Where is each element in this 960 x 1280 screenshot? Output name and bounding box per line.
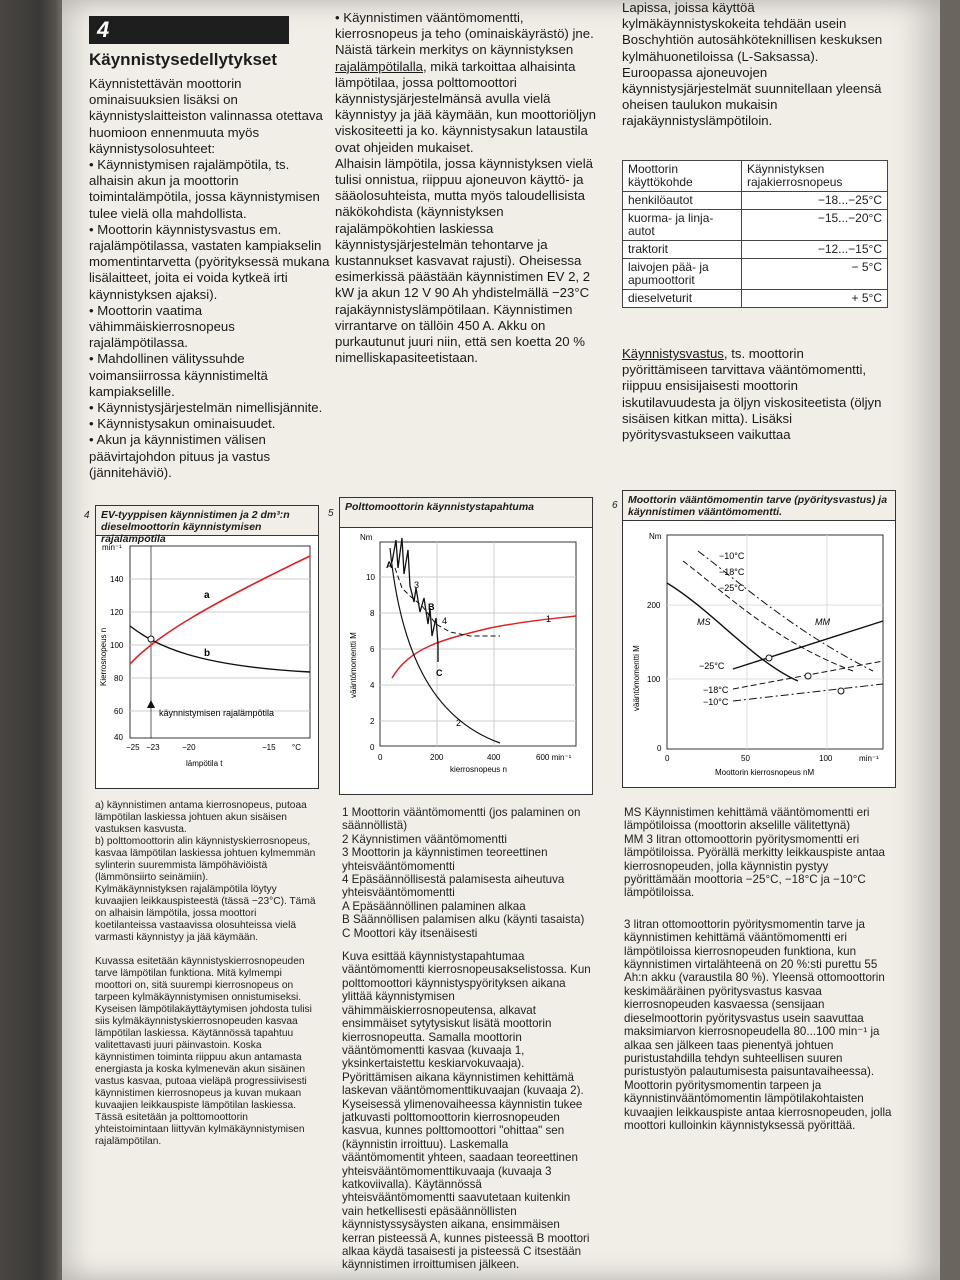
figure-6 [622, 490, 896, 788]
legend-item: C Moottori käy itsenäisesti [342, 926, 478, 940]
point-label: C [436, 668, 443, 678]
curve-label: −25°C [719, 583, 745, 593]
legend-item: 1 Moottorin vääntömomentti (jos palaminen on säännöllistä) [342, 806, 581, 833]
bullet-item: • Käynnistysjärjestelmän nimellisjännite. [89, 400, 323, 416]
y-tick: 40 [114, 733, 123, 742]
column-3 [622, 0, 890, 130]
figure-title: Polttomoottorin käynnistystapahtuma [340, 498, 592, 528]
y-tick: 120 [110, 608, 124, 617]
legend-item: A Epäsäännöllinen palaminen alkaa [342, 899, 526, 913]
caption-paragraph: a) käynnistimen antama kierrosnopeus, putoaa lämpötilan laskiessa johtuen akun sisäisen vastuksen kasvusta. [95, 800, 307, 835]
table-cell: dieselveturit [623, 290, 742, 308]
x-axis-label: lämpötila t [186, 759, 223, 768]
x-tick: −15 [262, 743, 276, 752]
y-tick: 6 [370, 645, 375, 654]
point-label: B [428, 602, 435, 612]
table-header-row [623, 161, 888, 192]
curve-label: −18°C [719, 567, 745, 577]
table-cell: traktorit [623, 241, 742, 259]
section-title: Käynnistysedellytykset [89, 50, 278, 69]
bullet-item: • Käynnistymisen rajalämpötila, ts. alhaisin akun ja moottorin toimintalämpötila, jossa käynnistymisen tulee vielä olla mahdollista. [89, 157, 320, 221]
paragraph: Alhaisin lämpötila, jossa käynnistyksen vielä tulisi onnistua, riippuu ajoneuvon käyttö- ja sääolosuhteista, mutta myös taloudellisista näkökohdista (käynnistyksen rajalämpökohtien laskiessa käynnistysjärjestelmän tehontarve ja kustannukset kasvavat rajusti). Oheisessa esimerkissä päästään käynnistimen EV 2, 2 kW ja akun 12 V 90 Ah yhdistelmällä −23°C rajakäynnistyslämpötilaan. Käynnistimen virrantarve on tällöin 450 A. Akku on purkautunut juuri niin, että sen koetta 20 % nimelliskapasiteetistaan. [335, 155, 594, 366]
y-tick: 140 [110, 575, 124, 584]
table-cell: kuorma- ja linja-autot [623, 210, 742, 241]
y-tick: 100 [110, 641, 124, 650]
y-tick: 2 [370, 717, 375, 726]
curve-label: −25°C [699, 661, 725, 671]
intersection-point [148, 636, 154, 642]
intersection-point [805, 673, 811, 679]
bullet-item: • Akun ja käynnistimen välisen päävirtajohdon pituus ja vastus (jännitehäviö). [89, 432, 271, 480]
paragraph [622, 346, 890, 443]
y-unit: min⁻¹ [102, 543, 122, 552]
y-tick: 0 [370, 743, 375, 752]
curve-label: −10°C [703, 697, 729, 707]
column-3-lower [622, 346, 890, 443]
legend-item: MS Käynnistimen kehittämä vääntömomentti eri lämpötiloissa (moottorin akselille välitettynä) [624, 806, 870, 833]
x-tick: 600 min⁻¹ [536, 753, 572, 762]
caption-paragraph: b) polttomoottorin alin käynnistyskierrosnopeus, kasvaa lämpötilan laskiessa johtuen kylmemmän sylinterin suuremmista lämpöhäviöistä (lämmönsiirto seinämiin). [95, 836, 316, 883]
intro-paragraph: Käynnistettävän moottorin ominaisuuksien lisäksi on käynnistyslaitteiston valinnassa otettava huomioon ennenmuuta myös käynnistysolosuhteet: [89, 76, 323, 156]
caption-paragraph: Kuva esittää käynnistystapahtumaa vääntömomentti kierrosnopeusakselistossa. Kun polttomoottori käynnistyspyörityksen aikana ylittää käynnistymisen vähimmäiskierrosnopeutensa, alkavat ensimmäiset sytytysiskut lisätä moottorin kierrosnopeutta. Samalla moottorin vääntömomentti kasvaa (kuvaaja 1, yksinkertaistettu keskiarvokuvaaja). Pyörittämisen aikana käynnistimen kehittämä laskevan vääntömomenttikuvaajan (kuvaaja 2). Kyseisessä ylimenovaiheessa käynnistin tukee jatkuvasti polttomoottorin kierrosnopeuden kasvua, kunnes polttomoottori "ohittaa" sen (käynnistin irroittuu). Laskemalla vääntömomentit yhteen, saadaan teoreettinen yhteisvääntömomenttikuvaaja (kuvaaja 3 katkoviivalla). Käytännössä yhteisvääntömomentti saavutetaan kuitenkin vain hetkellisesti epäsäännöllisten käynnistyssysäysten aikana, ensimmäisen kerran pisteessä A, kunnes pisteessä B moottori alkaa käydä tasaisesti ja pisteessä C itsestään käynnistimen irroittumisen jälkeen. [342, 950, 591, 1272]
paragraph: Lapissa, joissa käyttöä kylmäkäynnistyskokeita tehdään usein Boschyhtiön autosähköteknillisen keskuksen kylmähuonetiloissa (L-Saksassa). [622, 0, 883, 64]
table-cell: henkilöautot [623, 192, 742, 210]
y-axis-label: vääntömomentti M [349, 632, 358, 698]
curve-label: 1 [546, 614, 552, 624]
legend-item: B Säännöllisen palamisen alku (käynti tasaista) [342, 913, 585, 927]
curve-a-label: a [204, 590, 210, 601]
bullet-item: • Moottorin vaatima vähimmäiskierrosnopeus rajalämpötilassa. [89, 302, 235, 351]
curve-label: MM [815, 617, 830, 627]
table-row [623, 210, 888, 241]
table-cell: −15...−20°C [741, 210, 887, 241]
figure-5 [339, 497, 593, 795]
legend-item: 3 Moottorin ja käynnistimen teoreettinen yhteisvääntömomentti [342, 846, 548, 873]
table-cell: − 5°C [741, 259, 887, 290]
curve-b-label: b [204, 648, 211, 659]
table-row [623, 290, 888, 308]
plot-area [667, 535, 883, 749]
x-axis-label: Moottorin kierrosnopeus nM [715, 768, 815, 777]
figure-6-chart [623, 521, 895, 785]
figure-title: EV-tyyppisen käynnistimen ja 2 dm³:n dieselmoottorin käynnistymisen rajalämpötila [96, 506, 318, 536]
bullet-item: • Moottorin käynnistysvastus em. rajalämpötilassa, vastaten kampiakselin momentintarvetta (pyörityksessä mukana lisälaitteet, joita ei voida kytkeä irti käynnistyksen ajaksi). [89, 221, 330, 302]
text-span: , ts. moottorin pyörittämiseen tarvittava vääntömomentti, riippuu ensisijaisesti moottorin iskutilavuudesta ja öljyn viskositeetista (öljyn sisäisen kitkan mitta). Lisäksi pyöritysvastukseen vaikuttaa [622, 346, 882, 443]
caption-paragraph: 3 litran ottomoottorin pyöritysmomentin tarve ja käynnistimen kehittämä vääntömomentti eri lämpötiloissa kierrosnopeuden funktiona, kun käynnistimen virtalähteenä on 20 %:sti purettu 55 Ah:n akku (varaustila 80 %). Yleensä ottomoottorin keskimääräinen pyöritysvastus kasvaa kierrosnopeuden kasvaessa (sensijaan dieselmoottorin pyöritysvastus usein saavuttaa maksimiarvon kierrosnopeudella 80...100 min⁻¹ ja alkaa sen jälkeen taas pienentyä johtuen puristustahdilla tehdyn suhteellisen suuren puristustyön palautumisesta paisuntavaiheessa). Moottorin pyöritysmomentin tarpeen ja käynnistinvääntömomentin lämpötilakohtaisten kuvaajien leikkauspiste antaa kierrosnopeuden, jolla moottori kulloinkin käynnistyksessä pyörittää. [624, 917, 892, 1132]
y-unit: Nm [649, 532, 662, 541]
curve-label: −10°C [719, 551, 745, 561]
y-axis-label: vääntömomentti M [632, 645, 641, 711]
figure-5-chart [340, 528, 592, 792]
intersection-point [838, 688, 844, 694]
y-tick: 200 [647, 601, 661, 610]
x-tick: −23 [146, 743, 160, 752]
paragraph [335, 42, 597, 155]
x-tick: 0 [378, 753, 383, 762]
figure-title: Moottorin vääntömomentin tarve (pyöritysvastus) ja käynnistimen vääntömomentti. [623, 491, 895, 521]
table-cell: −12...−15°C [741, 241, 887, 259]
x-tick: 50 [741, 754, 750, 763]
x-tick: −20 [182, 743, 196, 752]
underlined-term: rajalämpötilalla [335, 58, 423, 74]
column-2 [335, 10, 597, 366]
figure-4 [95, 505, 319, 789]
figure-6-caption [624, 806, 894, 1132]
curve-label: 2 [456, 718, 462, 728]
column-1 [89, 76, 334, 481]
y-tick: 100 [647, 675, 661, 684]
curve-label: 3 [414, 580, 420, 590]
x-tick: 100 [819, 754, 833, 763]
intersection-point [766, 655, 772, 661]
x-tick: 400 [487, 753, 501, 762]
figure-number: 4 [84, 510, 90, 521]
x-tick: −25 [126, 743, 140, 752]
y-tick: 10 [366, 573, 375, 582]
y-tick: 8 [370, 609, 375, 618]
paragraph: Euroopassa ajoneuvojen käynnistysjärjestelmät suunnitellaan yleensä oheisen taulukon mukaisin rajakäynnistyslämpötiloin. [622, 64, 882, 129]
chapter-number: 4 [89, 16, 289, 44]
point-label: A [386, 560, 393, 570]
text-span: , mikä tarkoittaa alhaisinta lämpötilaa, jossa polttomoottori käynnistysjärjestelmänsä avulla vielä käynnistyy ja jää käymään, kun moottoriöljyn viskositeetti ja ko. käynnistysakun lataustila ovat ohjeiden mukaiset. [335, 58, 596, 155]
legend-item: MM 3 litran ottomoottorin pyöritysmomentti eri lämpötiloissa. Pyörällä merkitty leikkauspiste antaa kierrosnopeuden, jolla käynnistin pystyy pyörittämään moottoria −25°C, −18°C ja −10°C lämpötiloissa. [624, 832, 885, 900]
curve-label: 4 [442, 616, 448, 626]
bullet-item: • Mahdollinen välityssuhde voimansiirrossa käynnistimeltä kampiakselille. [89, 351, 268, 399]
x-axis-label: kierrosnopeus n [450, 765, 507, 774]
curve-label: −18°C [703, 685, 729, 695]
table-row [623, 192, 888, 210]
table-row [623, 259, 888, 290]
bullet-item: • Käynnistimen vääntömomentti, kierrosnopeus ja teho (ominaiskäyrästö) jne. [335, 10, 594, 42]
table-cell: + 5°C [741, 290, 887, 308]
legend-item: 2 Käynnistimen vääntömomentti [342, 832, 507, 846]
figure-number: 6 [612, 500, 618, 511]
y-tick: 60 [114, 707, 123, 716]
figure-5-caption [342, 806, 592, 1272]
caption-paragraph: Kylmäkäynnistyksen rajalämpötila löytyy kuvaajien leikkauspisteestä (tässä −23°C). Tämä on alhaisin lämpötila, jossa moottori koetilanteissa vastaavissa olosuhteissa vielä varmasti käynnistyy ja jää käymään. [95, 884, 316, 943]
bullet-item: • Käynnistysakun ominaisuudet. [89, 416, 276, 432]
y-unit: Nm [360, 533, 373, 542]
text-span: Näistä tärkein merkitys on käynnistyksen [335, 42, 574, 58]
x-tick: min⁻¹ [859, 754, 879, 763]
legend-item: 4 Epäsäännöllisestä palamisesta aiheutuva yhteisvääntömomentti [342, 873, 565, 900]
table-cell: −18...−25°C [741, 192, 887, 210]
x-tick: 0 [665, 754, 670, 763]
start-temperature-table [622, 160, 888, 308]
caption-paragraph: Kuvassa esitetään käynnistyskierrosnopeuden tarve lämpötilan funktiona. Mitä kylmempi moottori on, sitä suurempi kierrosnopeus on tarpeen kylmäkäynnistymisen onnistumiseksi. Kyseisen lämpötilakäyttäytymisen johdosta tulisi siis kylmäkäynnistyskierrosnopeuden kasvaa lämpötilan laskiessa. Käytännössä tapahtuu valitettavasti juuri päinvastoin. Koska käynnistimen toiminta riippuu akun antamasta energiasta ja koska kylmenevän akun sisäinen vastus kasvaa, putoaa vieläpä progressiivisesti käynnistimen kierrosnopeus ja kuvan mukaan kuvaajien leikkauspiste lämpötilan laskiessa. Tässä esitetään ja polttomoottorin yhteistoimintaan liittyvän kylmäkäynnistymisen rajalämpötilan. [95, 956, 312, 1147]
y-axis-label: Kierrosnopeus n [99, 627, 108, 686]
marker-label: käynnistymisen rajalämpötila [159, 708, 275, 718]
book-page [62, 0, 940, 1280]
x-tick: 200 [430, 753, 444, 762]
table-header: Käynnistyksen rajakierrosnopeus [741, 161, 887, 192]
curve-label: MS [697, 617, 711, 627]
y-tick: 0 [657, 744, 662, 753]
underlined-term: Käynnistysvastus [622, 346, 724, 361]
figure-4-chart [96, 536, 318, 786]
figure-number: 5 [328, 508, 334, 519]
table-cell: laivojen pää- ja apumoottorit [623, 259, 742, 290]
y-tick: 80 [114, 674, 123, 683]
table-row [623, 241, 888, 259]
x-tick: °C [292, 743, 301, 752]
figure-4-caption [95, 800, 317, 1148]
y-tick: 4 [370, 681, 375, 690]
table-header: Moottorin käyttökohde [623, 161, 742, 192]
